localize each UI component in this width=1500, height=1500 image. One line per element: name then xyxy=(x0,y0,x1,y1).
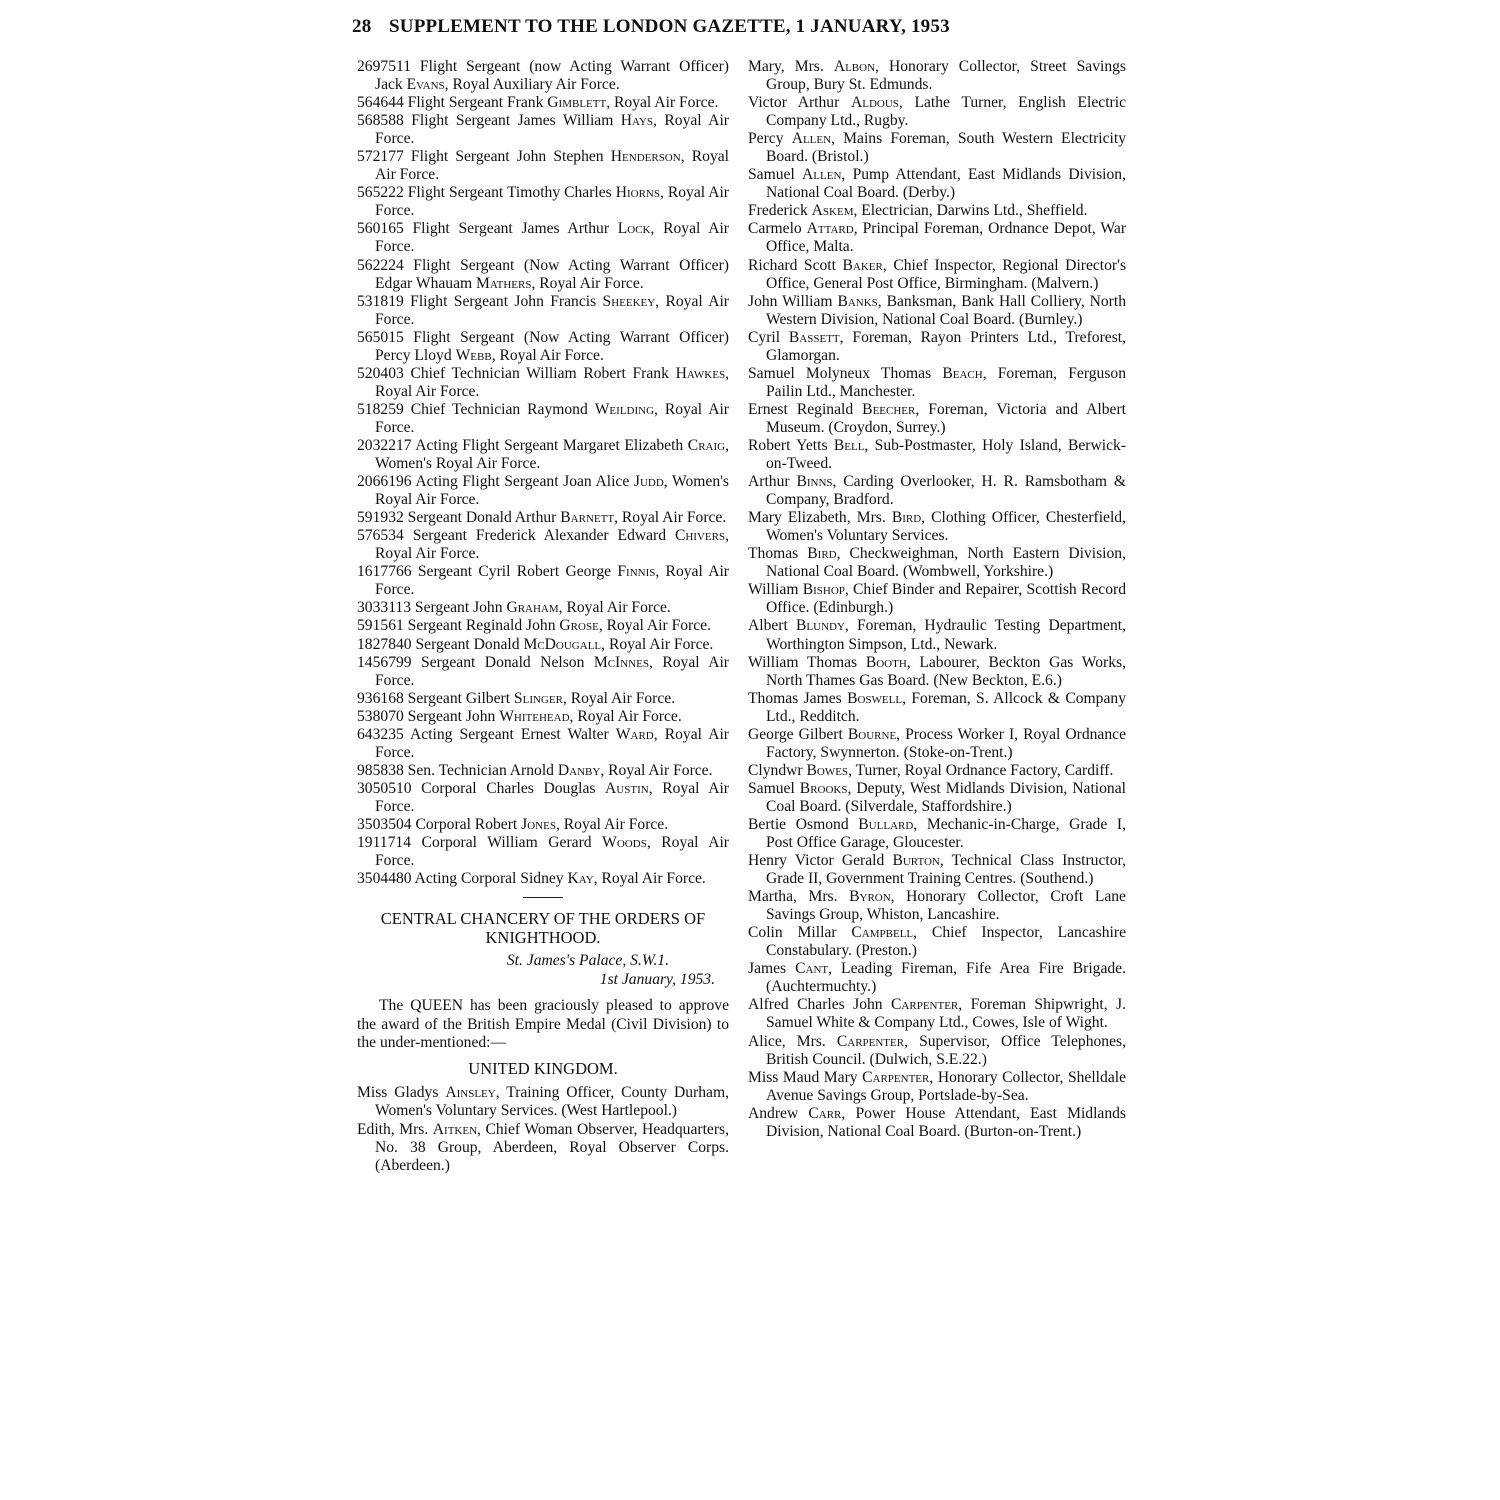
entry-surname: Bullard xyxy=(858,815,914,833)
entry-surname: Ward xyxy=(615,725,654,743)
entry-name-prefix: 568588 Flight Sergeant James William xyxy=(357,112,621,130)
entry-details: , Leading Fireman, Fife Area Fire Brigade. (Auchtermuchty.) xyxy=(766,960,1126,996)
entry-surname: Grose xyxy=(559,617,599,635)
entry-name-prefix: 985838 Sen. Technician Arnold xyxy=(357,761,558,779)
entry-name-prefix: 565015 Flight Sergeant (Now Acting Warrant Officer) Percy Lloyd xyxy=(357,328,729,364)
award-entry xyxy=(748,545,1126,581)
award-entry xyxy=(748,365,1126,401)
entry-details: , Royal Air Force. xyxy=(531,274,644,292)
entry-details: , Foreman, Rayon Printers Ltd., Treforest, Glamorgan. xyxy=(766,328,1126,364)
award-entry xyxy=(357,473,729,509)
entry-name-prefix: George Gilbert xyxy=(748,725,848,743)
entry-name-prefix: Miss Gladys xyxy=(357,1084,446,1102)
award-entry xyxy=(748,996,1126,1032)
entry-details: , Royal Air Force. xyxy=(491,346,604,364)
entry-surname: Bird xyxy=(891,509,922,527)
entry-details: , Royal Air Force. xyxy=(562,689,676,707)
entry-name-prefix: Miss Maud Mary xyxy=(748,1068,863,1086)
entry-name-prefix: Richard Scott xyxy=(748,256,843,274)
entry-surname: Woods xyxy=(602,834,647,852)
entry-details: , Women's Royal Air Force. xyxy=(375,436,729,473)
entry-name-prefix: 3050510 Corporal Charles Douglas xyxy=(357,779,606,797)
award-entry xyxy=(357,816,729,834)
military-awards-list xyxy=(357,58,729,888)
entry-name-prefix: Colin Millar xyxy=(748,924,852,942)
entry-details: , Royal Air Force. xyxy=(375,184,730,220)
entry-surname: Brooks xyxy=(799,779,848,797)
entry-name-prefix: 591561 Sergeant Reginald John xyxy=(357,617,560,635)
entry-name-prefix: Thomas xyxy=(748,545,808,563)
entry-details: , Chief Binder and Repairer, Scottish Record Office. (Edinburgh.) xyxy=(766,581,1126,617)
entry-surname: Austin xyxy=(605,779,649,797)
entry-details: , Royal Air Force. xyxy=(555,815,669,833)
entry-surname: Jones xyxy=(521,815,556,833)
entry-name-prefix: Edith, Mrs. xyxy=(357,1120,433,1138)
right-column xyxy=(748,58,1126,1141)
entry-name-prefix: Samuel xyxy=(748,166,803,184)
entry-surname: Webb xyxy=(455,346,492,364)
entry-name-prefix: 531819 Flight Sergeant John Francis xyxy=(357,292,603,310)
entry-details: , Royal Auxiliary Air Force. xyxy=(444,76,620,94)
entry-details: , Royal Air Force. xyxy=(375,527,729,563)
award-entry xyxy=(357,726,729,762)
entry-name-prefix: William Thomas xyxy=(748,653,866,671)
award-entry xyxy=(748,1105,1126,1141)
entry-details: , Sub-Postmaster, Holy Island, Berwick-on-Tweed. xyxy=(766,436,1126,473)
civil-awards-list-continued xyxy=(748,58,1126,1141)
entry-surname: Blundy xyxy=(796,617,845,635)
entry-details: , Foreman, Victoria and Albert Museum. (Croydon, Surrey.) xyxy=(766,400,1127,436)
award-entry xyxy=(748,960,1126,996)
entry-name-prefix: 518259 Chief Technician Raymond xyxy=(357,400,595,418)
entry-surname: Slinger xyxy=(513,689,563,707)
entry-details: , Royal Air Force. xyxy=(375,292,729,328)
award-entry xyxy=(357,617,729,635)
announcement-text: The QUEEN has been graciously pleased to approve the award of the British Empire Medal (Civil Division) to the under-mentioned:— xyxy=(357,997,729,1051)
entry-surname: McInnes xyxy=(593,653,649,671)
award-entry xyxy=(357,365,729,401)
award-entry xyxy=(748,220,1126,256)
entry-name-prefix: 560165 Flight Sergeant James Arthur xyxy=(357,220,618,238)
award-entry xyxy=(357,870,729,888)
entry-surname: Campbell xyxy=(851,924,914,942)
entry-details: , Royal Air Force. xyxy=(558,599,671,617)
entry-surname: Chivers xyxy=(674,527,726,545)
entry-surname: Allen xyxy=(791,130,832,148)
award-entry xyxy=(748,690,1126,726)
entry-name-prefix: John William xyxy=(748,292,838,310)
entry-surname: Whitehead xyxy=(499,707,570,725)
entry-details: , Process Worker I, Royal Ordnance Factory, Swynnerton. (Stoke-on-Trent.) xyxy=(766,725,1126,761)
entry-surname: Cant xyxy=(795,960,829,978)
civil-awards-list xyxy=(357,1084,729,1174)
award-entry xyxy=(748,816,1126,852)
entry-name-prefix: Mary, Mrs. xyxy=(748,58,834,75)
entry-details: , Lathe Turner, English Electric Company Ltd., Rugby. xyxy=(766,94,1126,130)
entry-surname: Craig xyxy=(687,436,726,454)
entry-surname: Hays xyxy=(620,112,654,130)
award-entry xyxy=(357,780,729,816)
entry-name-prefix: Alfred Charles John xyxy=(748,996,892,1014)
entry-details: , Honorary Collector, Shelldale Avenue Savings Group, Portslade-by-Sea. xyxy=(766,1068,1126,1104)
entry-details: , Power House Attendant, East Midlands Division, National Coal Board. (Burton-on-Trent.) xyxy=(766,1104,1126,1140)
entry-name-prefix: Alice, Mrs. xyxy=(748,1032,837,1050)
entry-details: , Labourer, Beckton Gas Works, North Thames Gas Board. (New Beckton, E.6.) xyxy=(766,653,1126,689)
page-number: 28 xyxy=(352,16,372,37)
entry-details: , Training Officer, County Durham, Women's Voluntary Services. (West Hartlepool.) xyxy=(375,1084,729,1120)
entry-details: , Carding Overlooker, H. R. Ramsbotham & Company, Bradford. xyxy=(766,473,1126,509)
entry-name-prefix: James xyxy=(748,960,796,978)
entry-name-prefix: 1911714 Corporal William Gerard xyxy=(357,834,603,852)
section-place: St. James's Palace, S.W.1. xyxy=(506,952,669,970)
entry-details: , Honorary Collector, Street Savings Group, Bury St. Edmunds. xyxy=(766,58,1126,94)
entry-details: , Royal Air Force. xyxy=(569,707,682,725)
award-entry xyxy=(748,401,1126,437)
entry-surname: Carr xyxy=(808,1104,842,1122)
entry-surname: Banks xyxy=(837,292,878,310)
region-subheading: UNITED KINGDOM. xyxy=(468,1059,618,1079)
entry-name-prefix: 520403 Chief Technician William Robert Frank xyxy=(357,364,676,382)
entry-details: , Technical Class Instructor, Grade II, Government Training Centres. (Southend.) xyxy=(766,852,1126,888)
entry-surname: Hiorns xyxy=(615,184,660,202)
entry-details: , Banksman, Bank Hall Colliery, North Western Division, National Coal Board. (Burnley.) xyxy=(766,292,1126,328)
entry-surname: Askem xyxy=(811,202,854,220)
entry-surname: Mathers xyxy=(476,274,532,292)
entry-surname: Bird xyxy=(807,545,837,563)
entry-surname: Kay xyxy=(567,870,594,888)
award-entry xyxy=(748,888,1126,924)
entry-details: , Royal Air Force. xyxy=(375,725,729,761)
award-entry xyxy=(357,834,729,870)
award-entry xyxy=(357,1084,729,1120)
section-divider xyxy=(523,897,563,898)
entry-surname: Sheekey xyxy=(602,292,656,310)
entry-details: , Supervisor, Office Telephones, British Council. (Dulwich, S.E.22.) xyxy=(766,1032,1126,1068)
section-date: 1st January, 1953. xyxy=(599,971,715,989)
entry-surname: Judd xyxy=(633,473,664,491)
entry-surname: McDougall xyxy=(523,635,602,653)
entry-surname: Byron xyxy=(849,888,891,906)
entry-surname: Henderson xyxy=(610,148,681,166)
entry-name-prefix: 2066196 Acting Flight Sergeant Joan Alice xyxy=(357,473,634,491)
award-entry xyxy=(748,1033,1126,1069)
award-entry xyxy=(748,617,1126,653)
entry-surname: Binns xyxy=(796,473,833,491)
entry-details: , Royal Air Force. xyxy=(375,834,729,870)
entry-name-prefix: Henry Victor Gerald xyxy=(748,852,893,870)
entry-name-prefix: 3503504 Corporal Robert xyxy=(357,815,522,833)
entry-details: , Royal Air Force. xyxy=(375,364,729,400)
award-entry xyxy=(748,293,1126,329)
entry-details: , Foreman, Hydraulic Testing Department, Worthington Simpson, Ltd., Newark. xyxy=(766,617,1126,653)
entry-name-prefix: 936168 Sergeant Gilbert xyxy=(357,689,514,707)
award-entry xyxy=(357,563,729,599)
award-entry xyxy=(748,329,1126,365)
entry-name-prefix: 538070 Sergeant John xyxy=(357,707,500,725)
entry-details: , Royal Air Force. xyxy=(606,94,719,112)
entry-surname: Weilding xyxy=(594,400,655,418)
award-entry xyxy=(748,1069,1126,1105)
entry-surname: Carpenter xyxy=(836,1032,905,1050)
left-column xyxy=(357,58,729,1175)
award-entry xyxy=(748,166,1126,202)
entry-surname: Boswell xyxy=(847,689,903,707)
entry-surname: Graham xyxy=(506,599,559,617)
award-entry xyxy=(357,1121,729,1175)
entry-details: , Royal Air Force. xyxy=(375,653,729,689)
entry-details: , Royal Air Force. xyxy=(375,779,729,815)
entry-details: , Royal Air Force. xyxy=(593,870,706,888)
entry-name-prefix: Samuel Molyneux Thomas xyxy=(748,364,943,382)
award-entry xyxy=(357,437,729,473)
award-entry xyxy=(748,130,1126,166)
entry-details: , Royal Air Force. xyxy=(598,617,711,635)
entry-name-prefix: 1827840 Sergeant Donald xyxy=(357,635,524,653)
entry-surname: Beach xyxy=(942,364,983,382)
entry-surname: Danby xyxy=(557,761,601,779)
entry-name-prefix: 3504480 Acting Corporal Sidney xyxy=(357,870,568,888)
entry-details: , Mains Foreman, South Western Electricity Board. (Bristol.) xyxy=(766,130,1126,166)
entry-details: , Women's Royal Air Force. xyxy=(375,473,730,509)
entry-surname: Baker xyxy=(842,256,883,274)
award-entry xyxy=(357,257,729,293)
entry-surname: Burton xyxy=(892,852,940,870)
entry-surname: Beecher xyxy=(862,400,916,418)
entry-details: , Checkweighman, North Eastern Division, National Coal Board. (Wombwell, Yorkshire.) xyxy=(766,545,1126,581)
award-entry xyxy=(748,654,1126,690)
entry-name-prefix: 1456799 Sergeant Donald Nelson xyxy=(357,653,594,671)
entry-details: , Royal Air Force. xyxy=(375,563,730,599)
entry-details: , Royal Air Force. xyxy=(375,400,729,436)
award-entry xyxy=(357,690,729,708)
award-entry xyxy=(357,527,729,563)
entry-surname: Booth xyxy=(865,653,907,671)
award-entry xyxy=(357,401,729,437)
entry-surname: Bishop xyxy=(802,581,845,599)
entry-name-prefix: 562224 Flight Sergeant (Now Acting Warrant Officer) Edgar Whauam xyxy=(357,256,729,292)
entry-name-prefix: Samuel xyxy=(748,779,800,797)
award-entry xyxy=(357,220,729,256)
award-entry xyxy=(357,654,729,690)
entry-surname: Bell xyxy=(833,436,865,454)
entry-surname: Aitken xyxy=(432,1120,478,1138)
entry-surname: Ainsley xyxy=(445,1084,496,1102)
award-entry xyxy=(357,636,729,654)
award-entry xyxy=(748,473,1126,509)
entry-name-prefix: Arthur xyxy=(748,473,797,491)
entry-name-prefix: 576534 Sergeant Frederick Alexander Edward xyxy=(357,527,675,545)
entry-name-prefix: Andrew xyxy=(748,1104,809,1122)
award-entry xyxy=(357,148,729,184)
award-entry xyxy=(357,184,729,220)
entry-details: , Chief Inspector, Regional Director's Office, General Post Office, Birmingham. (Malvern.) xyxy=(766,256,1127,292)
entry-name-prefix: Cyril xyxy=(748,328,789,346)
award-entry xyxy=(748,924,1126,960)
entry-details: , Clothing Officer, Chesterfield, Women's Voluntary Services. xyxy=(766,509,1126,545)
entry-surname: Allen xyxy=(802,166,842,184)
award-entry xyxy=(357,599,729,617)
entry-details: , Mechanic-in-Charge, Grade I, Post Office Garage, Gloucester. xyxy=(766,815,1127,852)
entry-surname: Hawkes xyxy=(675,364,726,382)
entry-details: , Foreman, Ferguson Pailin Ltd., Manchester. xyxy=(766,364,1126,400)
entry-name-prefix: Percy xyxy=(748,130,792,148)
award-entry xyxy=(748,581,1126,617)
entry-details: , Royal Air Force. xyxy=(614,509,727,527)
entry-name-prefix: Carmelo xyxy=(748,220,807,238)
entry-details: , Turner, Royal Ordnance Factory, Cardiff. xyxy=(848,761,1114,779)
entry-name-prefix: Clyndwr xyxy=(748,761,807,779)
entry-name-prefix: Ernest Reginald xyxy=(748,400,863,418)
running-title: SUPPLEMENT TO THE LONDON GAZETTE, 1 JANUARY, 1953 xyxy=(389,16,950,37)
entry-surname: Carpenter xyxy=(891,996,959,1014)
entry-details: , Royal Air Force. xyxy=(375,220,729,256)
entry-name-prefix: 564644 Flight Sergeant Frank xyxy=(357,94,548,112)
entry-surname: Evans xyxy=(406,76,445,94)
entry-details: , Principal Foreman, Ordnance Depot, War Office, Malta. xyxy=(766,220,1127,256)
entry-surname: Attard xyxy=(806,220,854,238)
entry-surname: Bourne xyxy=(847,725,897,743)
entry-details: , Pump Attendant, East Midlands Division, National Coal Board. (Derby.) xyxy=(766,166,1126,202)
entry-name-prefix: 2032217 Acting Flight Sergeant Margaret Elizabeth xyxy=(357,436,688,454)
award-entry xyxy=(357,329,729,365)
entry-name-prefix: Mary Elizabeth, Mrs. xyxy=(748,509,892,527)
entry-name-prefix: Victor Arthur xyxy=(748,94,851,112)
entry-surname: Barnett xyxy=(560,509,615,527)
entry-name-prefix: 572177 Flight Sergeant John Stephen xyxy=(357,148,611,166)
entry-surname: Lock xyxy=(617,220,651,238)
entry-surname: Bassett xyxy=(788,328,840,346)
award-entry xyxy=(748,58,1126,94)
award-entry xyxy=(357,762,729,780)
entry-name-prefix: 3033113 Sergeant John xyxy=(357,599,507,617)
award-entry xyxy=(748,202,1126,220)
entry-details: , Foreman Shipwright, J. Samuel White & Company Ltd., Cowes, Isle of Wight. xyxy=(766,996,1126,1032)
entry-details: , Honorary Collector, Croft Lane Savings Group, Whiston, Lancashire. xyxy=(766,888,1126,924)
entry-name-prefix: William xyxy=(748,581,803,599)
entry-name-prefix: 2697511 Flight Sergeant (now Acting Warrant Officer) Jack xyxy=(357,58,729,94)
entry-name-prefix: Martha, Mrs. xyxy=(748,888,850,906)
entry-surname: Aldous xyxy=(850,94,899,112)
award-entry xyxy=(357,708,729,726)
award-entry xyxy=(748,437,1126,473)
entry-details: , Chief Inspector, Lancashire Constabulary. (Preston.) xyxy=(766,924,1126,960)
entry-name-prefix: 591932 Sergeant Donald Arthur xyxy=(357,509,561,527)
entry-name-prefix: Thomas James xyxy=(748,689,848,707)
award-entry xyxy=(748,257,1126,293)
entry-details: , Royal Air Force. xyxy=(375,112,729,148)
award-entry xyxy=(748,94,1126,130)
award-entry xyxy=(748,852,1126,888)
entry-surname: Gimblett xyxy=(547,94,607,112)
entry-details: , Electrician, Darwins Ltd., Sheffield. xyxy=(853,202,1088,220)
entry-details: , Chief Woman Observer, Headquarters, No. 38 Group, Aberdeen, Royal Observer Corps. (Aberdeen.) xyxy=(375,1120,729,1174)
award-entry xyxy=(748,726,1126,762)
entry-surname: Albon xyxy=(833,58,876,75)
entry-name-prefix: 643235 Acting Sergeant Ernest Walter xyxy=(357,725,616,743)
entry-surname: Bowes xyxy=(806,761,849,779)
entry-name-prefix: 565222 Flight Sergeant Timothy Charles xyxy=(357,184,616,202)
entry-surname: Finnis xyxy=(617,563,656,581)
award-entry xyxy=(748,762,1126,780)
section-heading: CENTRAL CHANCERY OF THE ORDERS OF KNIGHTHOOD. xyxy=(380,909,706,948)
entry-details: , Deputy, West Midlands Division, National Coal Board. (Silverdale, Staffordshire.) xyxy=(766,779,1126,815)
entry-details: , Foreman, S. Allcock & Company Ltd., Redditch. xyxy=(766,689,1126,725)
award-entry xyxy=(357,293,729,329)
entry-name-prefix: 1617766 Sergeant Cyril Robert George xyxy=(357,563,618,581)
entry-details: , Royal Air Force. xyxy=(601,635,714,653)
award-entry xyxy=(357,58,729,94)
award-entry xyxy=(357,94,729,112)
entry-name-prefix: Frederick xyxy=(748,202,812,220)
entry-details: , Royal Air Force. xyxy=(375,148,729,184)
entry-name-prefix: Robert Yetts xyxy=(748,436,834,454)
entry-surname: Carpenter xyxy=(862,1068,930,1086)
award-entry xyxy=(748,780,1126,816)
entry-name-prefix: Albert xyxy=(748,617,796,635)
entry-name-prefix: Bertie Osmond xyxy=(748,815,859,833)
entry-details: , Royal Air Force. xyxy=(600,761,713,779)
award-entry xyxy=(357,509,729,527)
award-entry xyxy=(748,509,1126,545)
award-entry xyxy=(357,112,729,148)
